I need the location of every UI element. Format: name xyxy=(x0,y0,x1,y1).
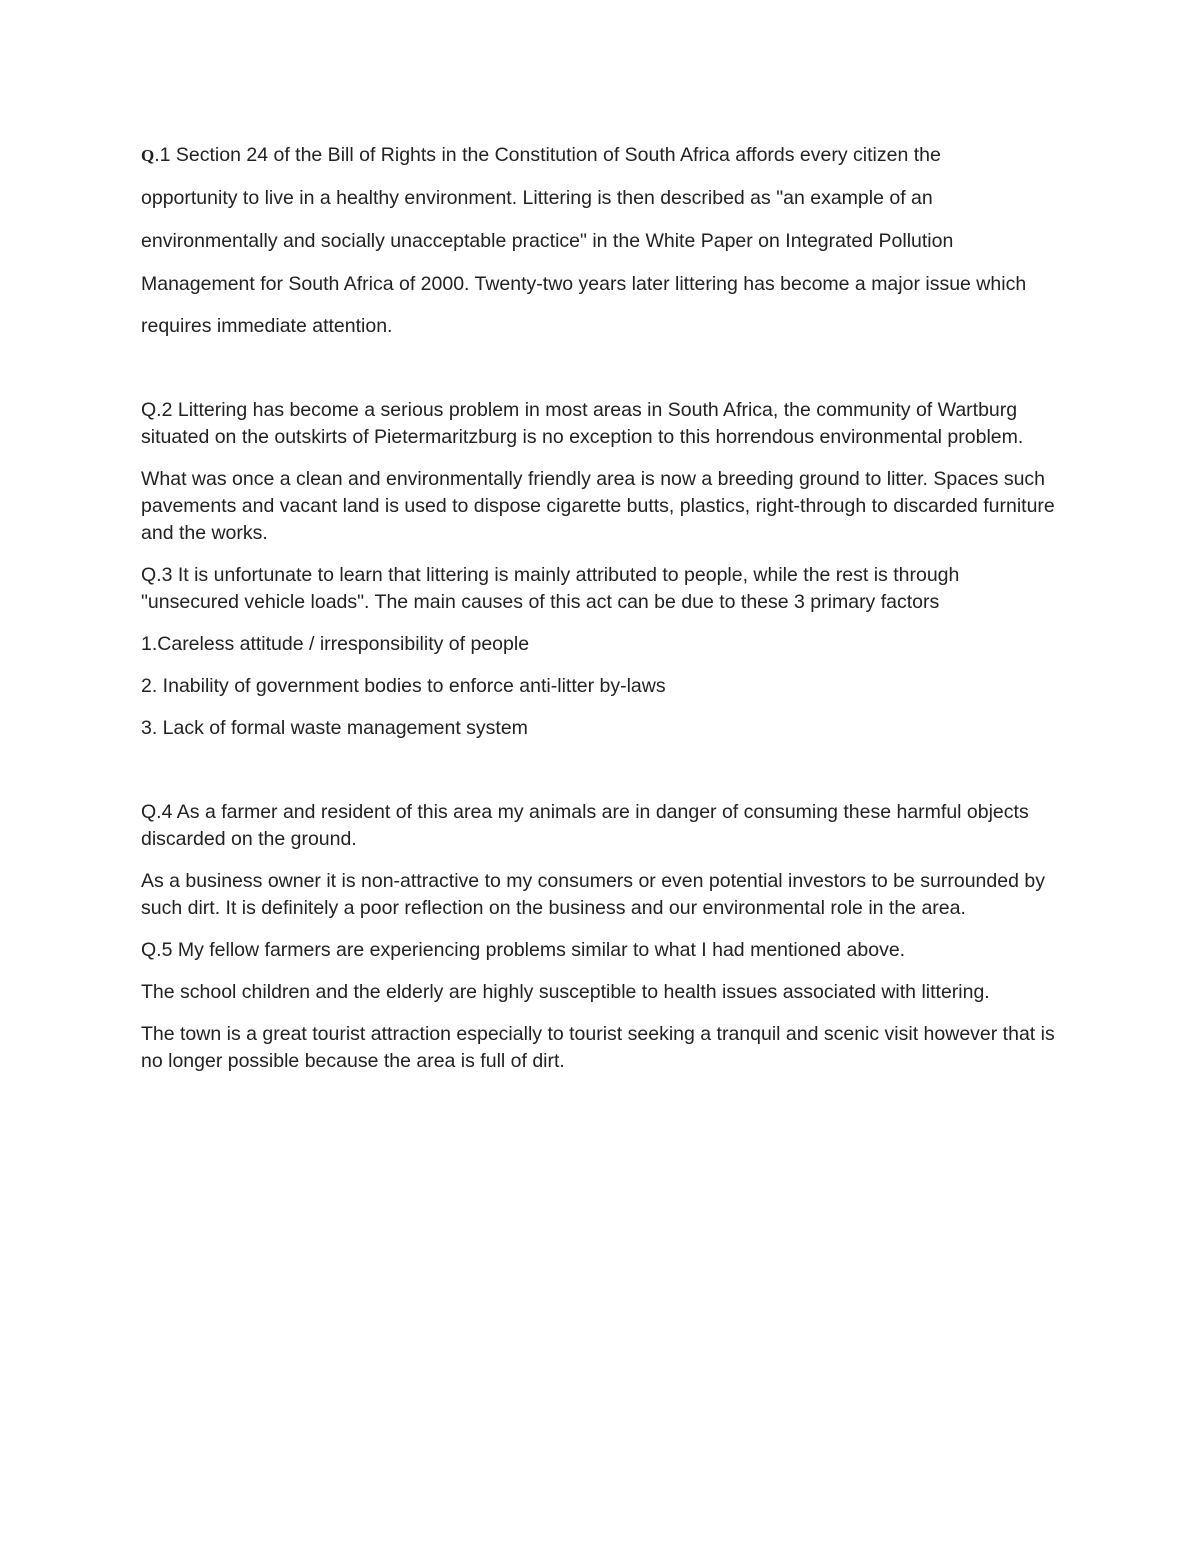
q1-line-3: environmentally and socially unacceptable practice" in the White Paper on Integrated Pollution xyxy=(141,230,954,252)
q5-paragraph-3: The town is a great tourist attraction especially to tourist seeking a tranquil and scenic visit however that is no longer possible because the area is full of dirt. xyxy=(141,1023,1055,1072)
q3-list-item-3: 3. Lack of formal waste management system xyxy=(141,717,528,739)
q3-list-item-2: 2. Inability of government bodies to enforce anti-litter by-laws xyxy=(141,675,666,697)
q5-paragraph-2: The school children and the elderly are highly susceptible to health issues associated with littering. xyxy=(141,981,990,1003)
q1-line-5: requires immediate attention. xyxy=(141,315,393,337)
q2-paragraph-2: What was once a clean and environmentally friendly area is now a breeding ground to litter. Spaces such pavements and vacant land is used to dispose cigarette butts, plastics, right-through to discarded furniture and the works. xyxy=(141,468,1055,544)
q2-paragraph-1: Q.2 Littering has become a serious problem in most areas in South Africa, the community of Wartburg situated on the outskirts of Pietermaritzburg is no exception to this horrendous environmental problem. xyxy=(141,399,1024,448)
q5-paragraph-1: Q.5 My fellow farmers are experiencing problems similar to what I had mentioned above. xyxy=(141,939,906,961)
q3-paragraph-1: Q.3 It is unfortunate to learn that littering is mainly attributed to people, while the rest is through "unsecured vehicle loads". The main causes of this act can be due to these 3 primary factors xyxy=(141,564,960,613)
q3-list-item-1: 1.Careless attitude / irresponsibility of people xyxy=(141,633,530,655)
q4-paragraph-2: As a business owner it is non-attractive to my consumers or even potential investors to be surrounded by such dirt. It is definitely a poor reflection on the business and our environmental role in the area. xyxy=(141,870,1045,919)
q4-paragraph-1: Q.4 As a farmer and resident of this area my animals are in danger of consuming these harmful objects discarded on the ground. xyxy=(141,801,1029,850)
q1-line-1-text: .1 Section 24 of the Bill of Rights in the Constitution of South Africa affords every citizen the xyxy=(154,144,941,166)
q1-line-2: opportunity to live in a healthy environment. Littering is then described as "an example of an xyxy=(141,187,933,209)
q1-line-1 xyxy=(141,142,1061,169)
q1-line-4: Management for South Africa of 2000. Twenty-two years later littering has become a major issue which xyxy=(141,273,1027,295)
q1-prefix: Q xyxy=(141,146,155,165)
document-body xyxy=(141,142,1061,1075)
